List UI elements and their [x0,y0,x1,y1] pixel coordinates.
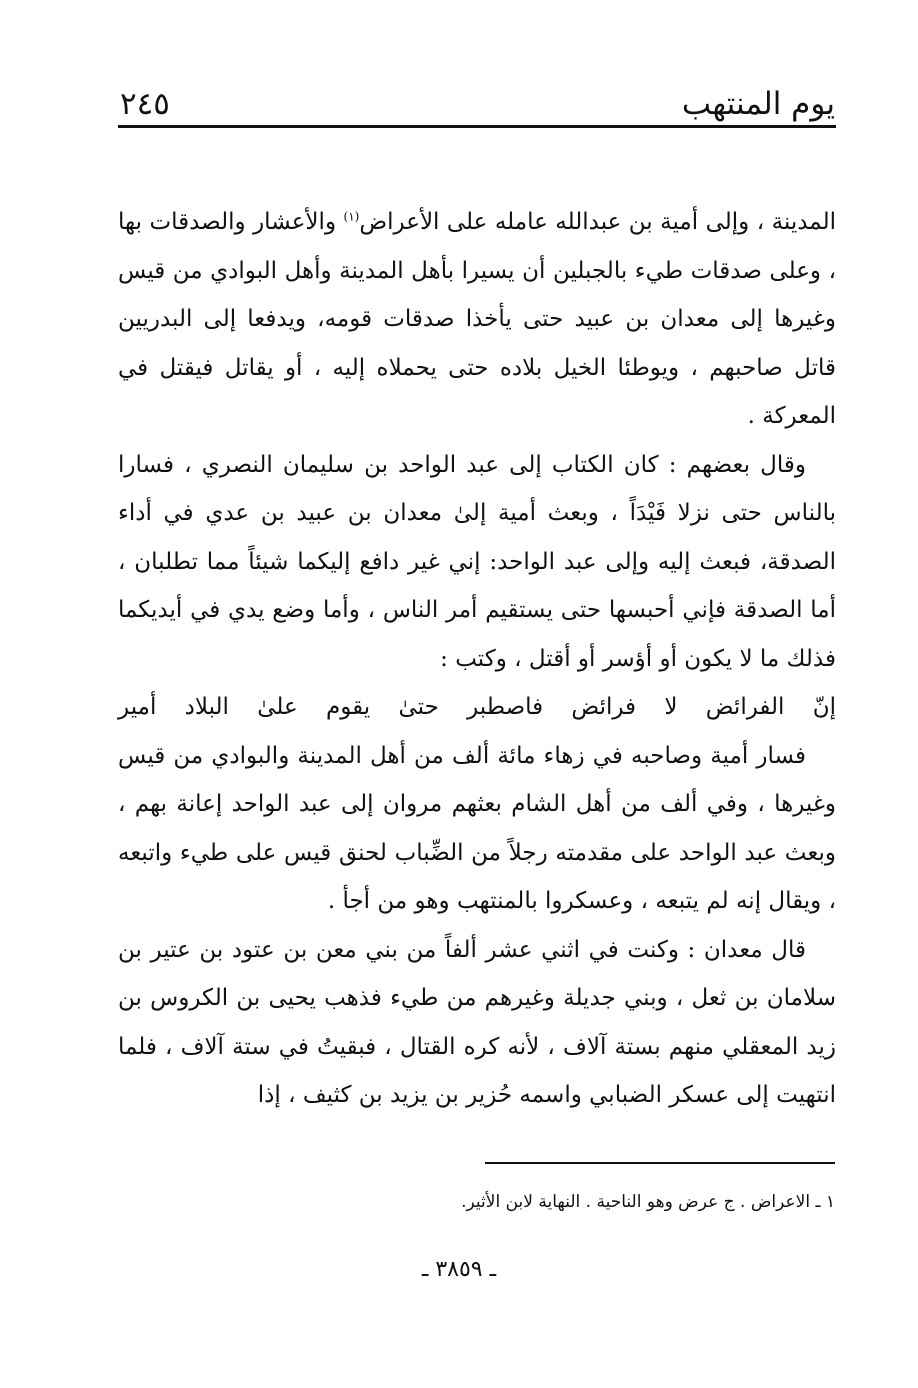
folio-number [0,1254,918,1286]
paragraph-1 [118,198,836,441]
paragraph-1-start: المدينة ، وإلى أمية بن عبدالله عامله على الأعراض [359,209,837,235]
paragraph-3: فسار أمية وصاحبه في زهاء مائة ألف من أهل المدينة والبوادي من قيس وغيرها ، وفي ألف من أهل الشام بعثهم مروان إلى عبد الواحد إعانة بهم ، وبعث عبد الواحد على مقدمته رجلاً من الضِّباب لحنق قيس على طيء واتبعه ، ويقال إنه لم يتبعه ، وعسكروا بالمنتهب وهو من أجأ . [118,742,836,914]
footnote-marker: (١) [343,209,360,224]
page-number: ٢٤٥ [120,86,170,122]
footnote-rule [485,1162,835,1164]
paragraph-1-rest: والأعشار والصدقات بها ، وعلى صدقات طيء بالجبلين أن يسيرا بأهل المدينة وأهل البوادي من قيس وغيرها إلى معدان بن عبيد حتى يأخذا صدقات قومه، ويدفعا إلى البدريين قاتل صاحبهم ، ويوطئا الخيل بلاده حتى يحملاه إليه ، أو يقاتل فيقتل في المعركة . [118,209,836,429]
paragraph-4: قال معدان : وكنت في اثني عشر ألفاً من بني معن بن عتود بن عتير بن سلامان بن ثعل ، وبني جديلة وغيرهم من طيء فذهب يحيى بن الكروس بن زيد المعقلي منهم بستة آلاف ، لأنه كره القتال ، فبقيتُ في ستة آلاف ، فلما انتهيت إلى عسكر الضبابي واسمه حُزير بن يزيد بن كثيف ، إذا [118,936,836,1108]
folio-text: ـ ٣٨٥٩ ـ [421,1257,497,1282]
paragraph-2: وقال بعضهم : كان الكتاب إلى عبد الواحد بن سليمان النصري ، فسارا بالناس حتى نزلا فَيْدَاً ، وبعث أمية إلىٰ معدان بن عبيد بن عدي في أداء الصدقة، فبعث إليه وإلى عبد الواحد: إني غير دافع إليكما شيئاً مما تطلبان ، أما الصدقة فإني أحبسها حتى يستقيم أمر الناس ، وأما وضع يدي في أيديكما فذلك ما لا يكون أو أؤسر أو أقتل ، وكتب : [118,451,836,672]
poetry-verse: إنّ الفرائض لا فرائض فاصطبر حتىٰ يقوم علىٰ البلاد أمير [118,694,836,720]
header-rule [118,125,836,128]
running-header-title: يوم المنتهب [681,86,835,122]
footnote: ١ ـ الاعراض . ج عرض وهو الناحية . النهاية لابن الأثير. [461,1192,835,1212]
body-text [118,198,836,1120]
